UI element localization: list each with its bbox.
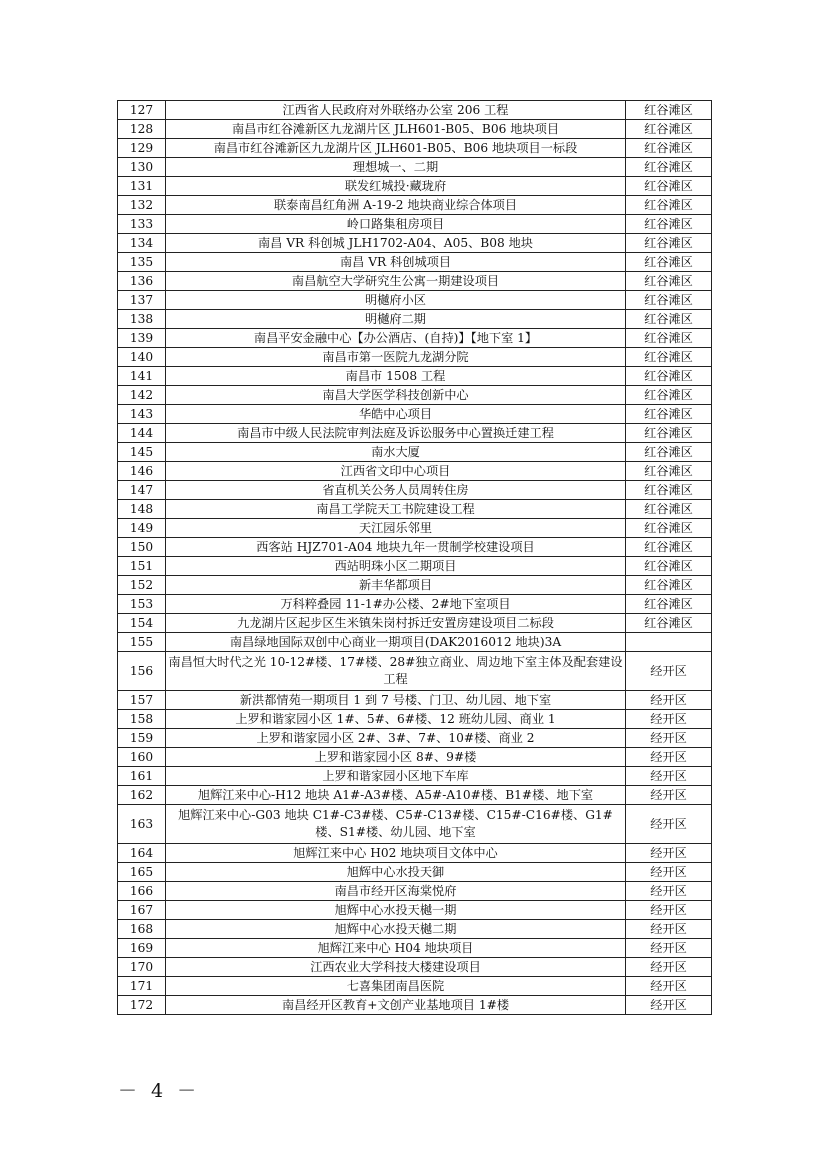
project-name-cell: 南昌市中级人民法院审判法庭及诉讼服务中心置换迁建工程 (166, 424, 626, 443)
district-cell: 红谷滩区 (626, 310, 712, 329)
district-cell: 经开区 (626, 805, 712, 844)
row-number-cell: 138 (118, 310, 166, 329)
table-row (118, 538, 712, 557)
project-name-cell: 旭辉中心水投天樾二期 (166, 920, 626, 939)
district-cell: 经开区 (626, 767, 712, 786)
table-row (118, 500, 712, 519)
row-number-cell: 137 (118, 291, 166, 310)
table-row (118, 386, 712, 405)
district-cell: 红谷滩区 (626, 538, 712, 557)
district-cell: 红谷滩区 (626, 177, 712, 196)
district-cell: 红谷滩区 (626, 120, 712, 139)
district-cell: 红谷滩区 (626, 253, 712, 272)
table-row (118, 958, 712, 977)
row-number-cell: 159 (118, 729, 166, 748)
project-name-cell: 明樾府小区 (166, 291, 626, 310)
district-cell: 红谷滩区 (626, 215, 712, 234)
table-row (118, 767, 712, 786)
table-row (118, 120, 712, 139)
district-cell: 红谷滩区 (626, 481, 712, 500)
district-cell: 红谷滩区 (626, 272, 712, 291)
table-row (118, 996, 712, 1015)
row-number-cell: 148 (118, 500, 166, 519)
row-number-cell: 142 (118, 386, 166, 405)
project-name-cell: 南昌航空大学研究生公寓一期建设项目 (166, 272, 626, 291)
district-cell: 经开区 (626, 786, 712, 805)
district-cell: 经开区 (626, 844, 712, 863)
row-number-cell: 151 (118, 557, 166, 576)
district-cell: 经开区 (626, 920, 712, 939)
row-number-cell: 144 (118, 424, 166, 443)
district-cell: 红谷滩区 (626, 234, 712, 253)
district-cell: 红谷滩区 (626, 595, 712, 614)
table-row (118, 215, 712, 234)
row-number-cell: 171 (118, 977, 166, 996)
project-name-cell: 南昌大学医学科技创新中心 (166, 386, 626, 405)
table-row (118, 291, 712, 310)
table-row (118, 595, 712, 614)
district-cell: 红谷滩区 (626, 291, 712, 310)
row-number-cell: 156 (118, 652, 166, 691)
district-cell: 红谷滩区 (626, 158, 712, 177)
project-name-cell: 旭辉中心水投天樾一期 (166, 901, 626, 920)
project-table (117, 100, 712, 1015)
table-row (118, 405, 712, 424)
project-table-body (118, 101, 712, 1015)
row-number-cell: 154 (118, 614, 166, 633)
row-number-cell: 170 (118, 958, 166, 977)
table-row (118, 234, 712, 253)
table-row (118, 158, 712, 177)
district-cell: 经开区 (626, 652, 712, 691)
table-row (118, 519, 712, 538)
project-name-cell: 南昌市红谷滩新区九龙湖片区 JLH601-B05、B06 地块项目一标段 (166, 139, 626, 158)
project-name-cell: 江西省文印中心项目 (166, 462, 626, 481)
project-name-cell: 天江园乐邻里 (166, 519, 626, 538)
district-cell: 经开区 (626, 977, 712, 996)
district-cell: 经开区 (626, 863, 712, 882)
row-number-cell: 141 (118, 367, 166, 386)
row-number-cell: 140 (118, 348, 166, 367)
row-number-cell: 128 (118, 120, 166, 139)
table-row (118, 139, 712, 158)
row-number-cell: 163 (118, 805, 166, 844)
project-name-cell: 七喜集团南昌医院 (166, 977, 626, 996)
table-row (118, 863, 712, 882)
row-number-cell: 161 (118, 767, 166, 786)
table-row (118, 614, 712, 633)
table-row (118, 729, 712, 748)
table-row (118, 424, 712, 443)
row-number-cell: 164 (118, 844, 166, 863)
district-cell: 红谷滩区 (626, 424, 712, 443)
district-cell: 红谷滩区 (626, 576, 712, 595)
row-number-cell: 162 (118, 786, 166, 805)
row-number-cell: 147 (118, 481, 166, 500)
district-cell: 红谷滩区 (626, 405, 712, 424)
row-number-cell: 152 (118, 576, 166, 595)
district-cell: 红谷滩区 (626, 557, 712, 576)
project-name-cell: 省直机关公务人员周转住房 (166, 481, 626, 500)
project-name-cell: 南昌工学院天工书院建设工程 (166, 500, 626, 519)
row-number-cell: 133 (118, 215, 166, 234)
row-number-cell: 145 (118, 443, 166, 462)
row-number-cell: 167 (118, 901, 166, 920)
project-name-cell: 南昌市红谷滩新区九龙湖片区 JLH601-B05、B06 地块项目 (166, 120, 626, 139)
table-row (118, 977, 712, 996)
project-name-cell: 上罗和谐家园小区地下车库 (166, 767, 626, 786)
project-name-cell: 西站明珠小区二期项目 (166, 557, 626, 576)
project-name-cell: 上罗和谐家园小区 2#、3#、7#、10#楼、商业 2 (166, 729, 626, 748)
district-cell: 经开区 (626, 996, 712, 1015)
project-name-cell: 南昌绿地国际双创中心商业一期项目(DAK2016012 地块)3A (166, 633, 626, 652)
table-row (118, 101, 712, 120)
district-cell: 经开区 (626, 729, 712, 748)
district-cell (626, 633, 712, 652)
project-name-cell: 江西农业大学科技大楼建设项目 (166, 958, 626, 977)
table-row (118, 443, 712, 462)
table-row (118, 786, 712, 805)
project-name-cell: 华皓中心项目 (166, 405, 626, 424)
project-name-cell: 南水大厦 (166, 443, 626, 462)
row-number-cell: 155 (118, 633, 166, 652)
district-cell: 红谷滩区 (626, 614, 712, 633)
row-number-cell: 146 (118, 462, 166, 481)
table-row (118, 348, 712, 367)
project-name-cell: 上罗和谐家园小区 1#、5#、6#楼、12 班幼儿园、商业 1 (166, 710, 626, 729)
project-name-cell: 联泰南昌红角洲 A-19-2 地块商业综合体项目 (166, 196, 626, 215)
project-name-cell: 旭辉江来中心-G03 地块 C1#-C3#楼、C5#-C13#楼、C15#-C16#楼、G1#楼、S1#楼、幼儿园、地下室 (166, 805, 626, 844)
table-row (118, 462, 712, 481)
table-row (118, 272, 712, 291)
row-number-cell: 168 (118, 920, 166, 939)
table-row (118, 367, 712, 386)
row-number-cell: 166 (118, 882, 166, 901)
table-row (118, 920, 712, 939)
row-number-cell: 139 (118, 329, 166, 348)
district-cell: 经开区 (626, 748, 712, 767)
project-name-cell: 旭辉江来中心 H04 地块项目 (166, 939, 626, 958)
district-cell: 红谷滩区 (626, 443, 712, 462)
row-number-cell: 150 (118, 538, 166, 557)
project-name-cell: 南昌经开区教育+文创产业基地项目 1#楼 (166, 996, 626, 1015)
project-name-cell: 旭辉江来中心 H02 地块项目文体中心 (166, 844, 626, 863)
district-cell: 经开区 (626, 958, 712, 977)
project-name-cell: 南昌 VR 科创城 JLH1702-A04、A05、B08 地块 (166, 234, 626, 253)
table-row (118, 748, 712, 767)
project-name-cell: 南昌市第一医院九龙湖分院 (166, 348, 626, 367)
row-number-cell: 127 (118, 101, 166, 120)
table-row (118, 196, 712, 215)
project-name-cell: 南昌市经开区海棠悦府 (166, 882, 626, 901)
table-row (118, 691, 712, 710)
row-number-cell: 129 (118, 139, 166, 158)
row-number-cell: 149 (118, 519, 166, 538)
project-name-cell: 旭辉中心水投天御 (166, 863, 626, 882)
project-name-cell: 联发红城投·藏珑府 (166, 177, 626, 196)
table-row (118, 633, 712, 652)
district-cell: 红谷滩区 (626, 367, 712, 386)
district-cell: 红谷滩区 (626, 500, 712, 519)
district-cell: 红谷滩区 (626, 348, 712, 367)
row-number-cell: 158 (118, 710, 166, 729)
district-cell: 红谷滩区 (626, 519, 712, 538)
row-number-cell: 157 (118, 691, 166, 710)
table-row (118, 805, 712, 844)
project-name-cell: 南昌平安金融中心【办公酒店、(自持)】【地下室 1】 (166, 329, 626, 348)
row-number-cell: 165 (118, 863, 166, 882)
district-cell: 红谷滩区 (626, 462, 712, 481)
table-row (118, 557, 712, 576)
district-cell: 红谷滩区 (626, 101, 712, 120)
district-cell: 经开区 (626, 901, 712, 920)
district-cell: 红谷滩区 (626, 386, 712, 405)
row-number-cell: 153 (118, 595, 166, 614)
district-cell: 经开区 (626, 939, 712, 958)
project-name-cell: 南昌市 1508 工程 (166, 367, 626, 386)
table-row (118, 310, 712, 329)
project-name-cell: 旭辉江来中心-H12 地块 A1#-A3#楼、A5#-A10#楼、B1#楼、地下室 (166, 786, 626, 805)
project-name-cell: 明樾府二期 (166, 310, 626, 329)
row-number-cell: 132 (118, 196, 166, 215)
project-name-cell: 新洪都情苑一期项目 1 到 7 号楼、门卫、幼儿园、地下室 (166, 691, 626, 710)
table-row (118, 939, 712, 958)
district-cell: 经开区 (626, 710, 712, 729)
table-row (118, 253, 712, 272)
row-number-cell: 135 (118, 253, 166, 272)
district-cell: 红谷滩区 (626, 329, 712, 348)
table-row (118, 710, 712, 729)
project-name-cell: 岭口路集租房项目 (166, 215, 626, 234)
district-cell: 经开区 (626, 691, 712, 710)
project-name-cell: 理想城一、二期 (166, 158, 626, 177)
table-row (118, 652, 712, 691)
row-number-cell: 160 (118, 748, 166, 767)
row-number-cell: 131 (118, 177, 166, 196)
project-name-cell: 南昌恒大时代之光 10-12#楼、17#楼、28#独立商业、周边地下室主体及配套建设工程 (166, 652, 626, 691)
district-cell: 红谷滩区 (626, 196, 712, 215)
project-name-cell: 新丰华都项目 (166, 576, 626, 595)
table-row (118, 882, 712, 901)
project-name-cell: 西客站 HJZ701-A04 地块九年一贯制学校建设项目 (166, 538, 626, 557)
district-cell: 经开区 (626, 882, 712, 901)
table-row (118, 901, 712, 920)
table-row (118, 844, 712, 863)
row-number-cell: 172 (118, 996, 166, 1015)
table-row (118, 329, 712, 348)
row-number-cell: 136 (118, 272, 166, 291)
project-name-cell: 江西省人民政府对外联络办公室 206 工程 (166, 101, 626, 120)
row-number-cell: 169 (118, 939, 166, 958)
project-name-cell: 上罗和谐家园小区 8#、9#楼 (166, 748, 626, 767)
row-number-cell: 130 (118, 158, 166, 177)
district-cell: 红谷滩区 (626, 139, 712, 158)
project-name-cell: 九龙湖片区起步区生米镇朱岗村拆迁安置房建设项目二标段 (166, 614, 626, 633)
project-name-cell: 万科粹叠园 11-1#办公楼、2#地下室项目 (166, 595, 626, 614)
project-name-cell: 南昌 VR 科创城项目 (166, 253, 626, 272)
table-row (118, 481, 712, 500)
table-row (118, 576, 712, 595)
page-number: － 4 － (118, 1080, 201, 1102)
row-number-cell: 134 (118, 234, 166, 253)
row-number-cell: 143 (118, 405, 166, 424)
table-row (118, 177, 712, 196)
